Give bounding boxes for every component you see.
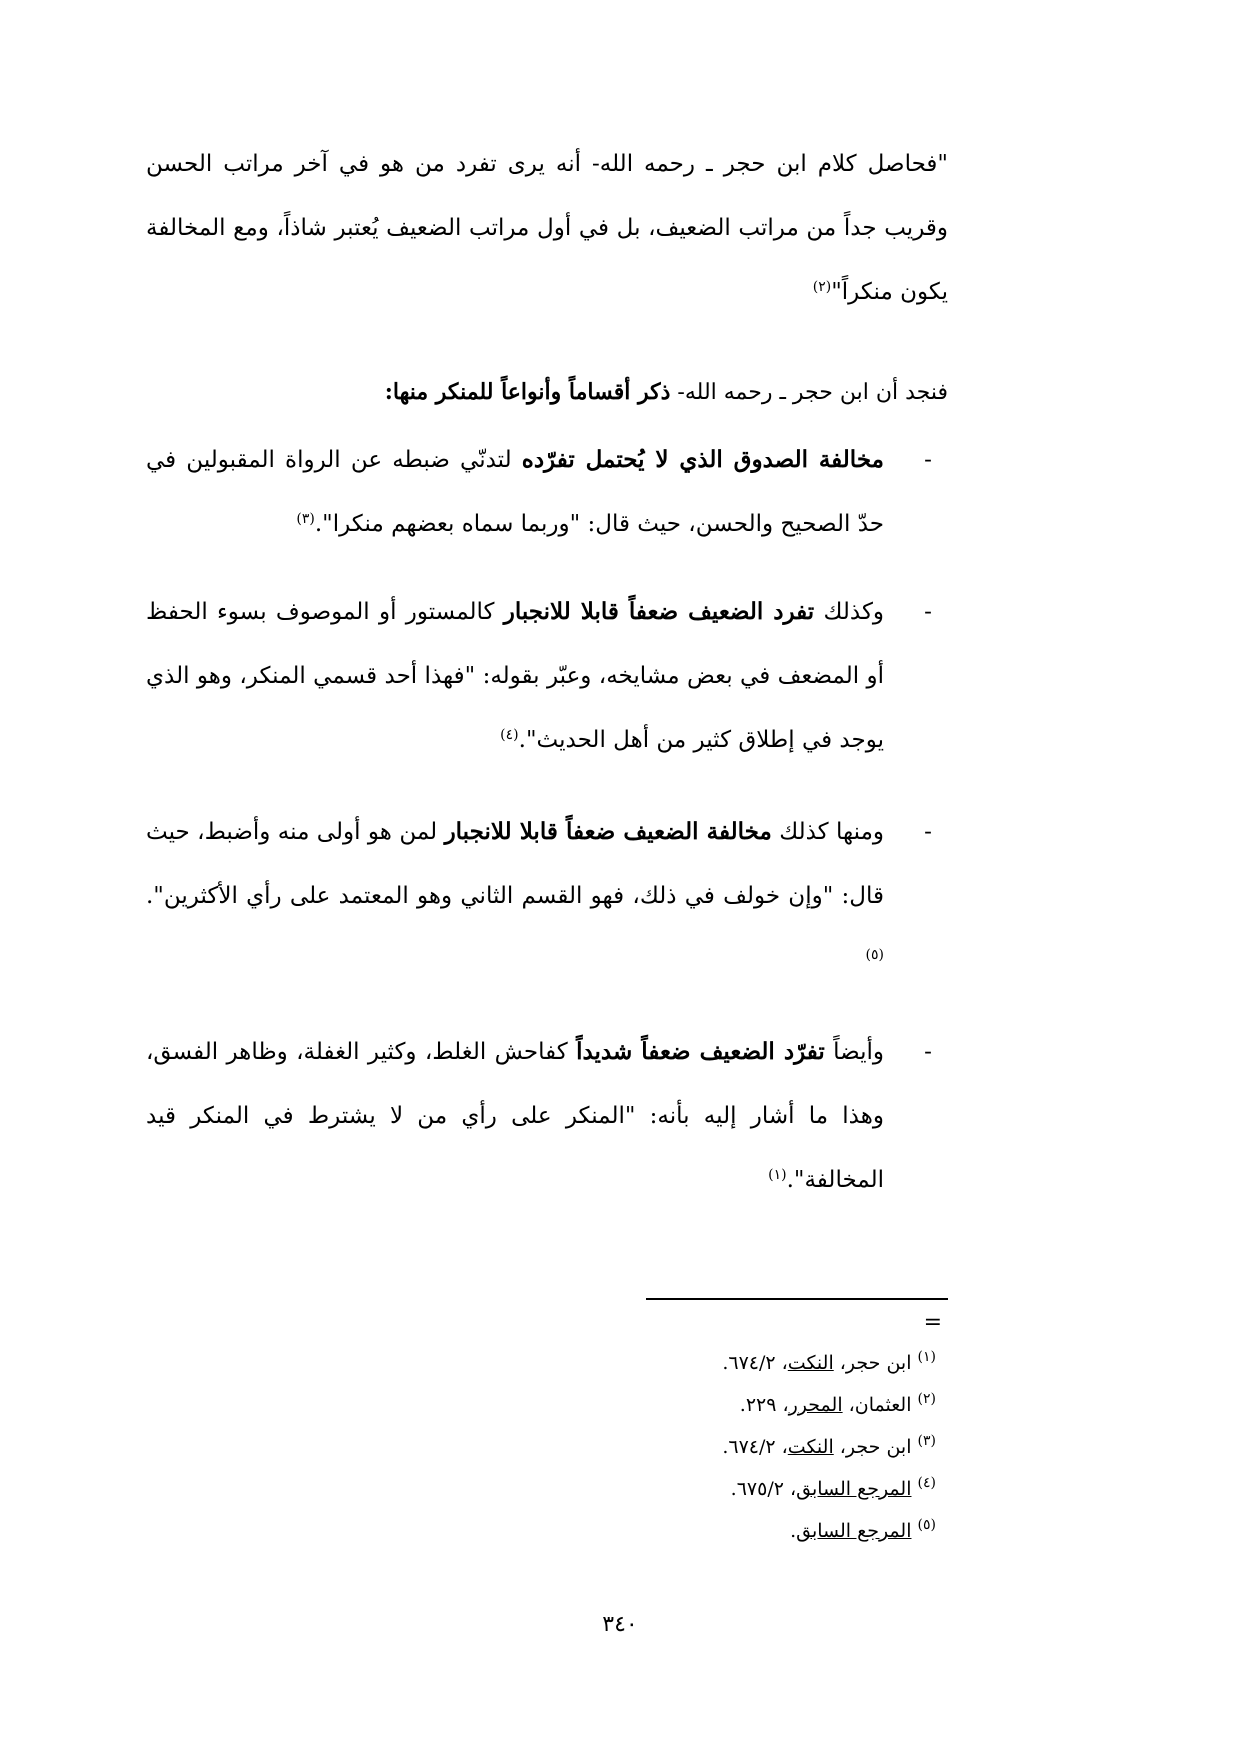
quote-paragraph [146,132,948,324]
list-item-text: كفاحش الغلط، وكثير الغفلة، وظاهر الفسق، وهذا ما أشار إليه بأنه: "المنكر على رأي من لا يشترط في المنكر قيد المخالفة". [146,1039,884,1193]
footnote-item [436,1426,936,1468]
list-item-body [146,580,884,772]
footnote-ref: (١) [768,1167,787,1183]
footnotes-list [436,1342,936,1552]
list-item [146,1020,948,1212]
footnote-ref: (٢) [812,279,832,295]
list-item-body [146,800,884,992]
footnote-rest: ، ٢٢٩. [739,1394,789,1416]
list-item-text: لتدنّي ضبطه عن الرواة المقبولين في حدّ الصحيح والحسن، حيث قال: "وربما سماه بعضهم منكرا". [146,447,884,537]
footnote-separator [646,1298,948,1300]
bullet-dash: - [924,599,932,625]
list-item [146,428,948,556]
list-item-pre: وأيضاً [824,1039,885,1065]
footnote-number: (١) [917,1349,936,1365]
footnote-ref: (٥) [865,947,884,963]
list-item-text: لمن هو أولى منه وأضبط، حيث قال: "وإن خولف في ذلك، فهو القسم الثاني وهو المعتمد على رأي الأكثرين". [146,819,884,909]
list-item-heading: تفرّد الضعيف ضعفاً شديداً [576,1038,825,1065]
intro-bold: ذكر أقساماً وأنواعاً للمنكر منها: [384,379,671,405]
footnote-rest: ، ٦٧٥/٢. [730,1478,797,1500]
footnote-rest: ، ٦٧٤/٢. [722,1436,788,1458]
footnote-author: ابن حجر، [833,1352,912,1374]
list-item-body [146,1020,884,1212]
list-item-pre: ومنها كذلك [771,819,885,845]
list-item [146,800,948,992]
list-item [146,580,948,772]
footnote-item [436,1342,936,1384]
bullet-dash: - [924,1039,932,1065]
footnote-source: النكت [787,1352,834,1374]
footnote-number: (٢) [917,1391,936,1407]
footnote-item [436,1468,936,1510]
quote-text: "فحاصل كلام ابن حجر ـ رحمه الله- أنه يرى تفرد من هو في آخر مراتب الحسن وقريب جداً من مراتب الضعيف، بل في أول مراتب الضعيف يُعتبر شاذاً، ومع المخالفة يكون منكراً" [146,151,948,305]
list-item-heading: تفرد الضعيف ضعفاً قابلا للانجبار [503,598,815,625]
footnote-source: المحرر [788,1394,843,1416]
bullet-dash: - [924,447,932,473]
footnote-source: المرجع السابق [796,1478,912,1500]
footnote-item [436,1384,936,1426]
page-number: ٣٤٠ [602,1612,638,1637]
footnote-author: العثمان، [842,1394,912,1416]
footnote-source: النكت [787,1436,834,1458]
list-item-heading: مخالفة الصدوق الذي لا يُحتمل تفرّده [521,446,884,473]
bullet-dash: - [924,819,932,845]
footnote-rest: . [790,1520,797,1542]
intro-paragraph [146,360,948,425]
footnote-continuation-mark: = [923,1310,942,1335]
list-item-pre: وكذلك [814,599,884,625]
footnote-item [436,1510,936,1552]
footnote-number: (٥) [917,1517,936,1533]
footnote-ref: (٣) [296,511,315,527]
footnote-number: (٣) [917,1433,936,1449]
footnote-ref: (٤) [500,727,519,743]
list-item-heading: مخالفة الضعيف ضعفاً قابلا للانجبار [444,818,772,845]
footnote-source: المرجع السابق [796,1520,912,1542]
list-item-text: كالمستور أو الموصوف بسوء الحفظ أو المضعف في بعض مشايخه، وعبّر بقوله: "فهذا أحد قسمي المنكر، وهو الذي يوجد في إطلاق كثير من أهل الحديث". [146,599,884,753]
list-item-body [146,428,884,556]
footnote-rest: ، ٦٧٤/٢. [722,1352,788,1374]
footnote-number: (٤) [917,1475,936,1491]
footnote-author: ابن حجر، [833,1436,912,1458]
intro-prefix: فنجد أن ابن حجر ـ رحمه الله- [670,380,948,405]
